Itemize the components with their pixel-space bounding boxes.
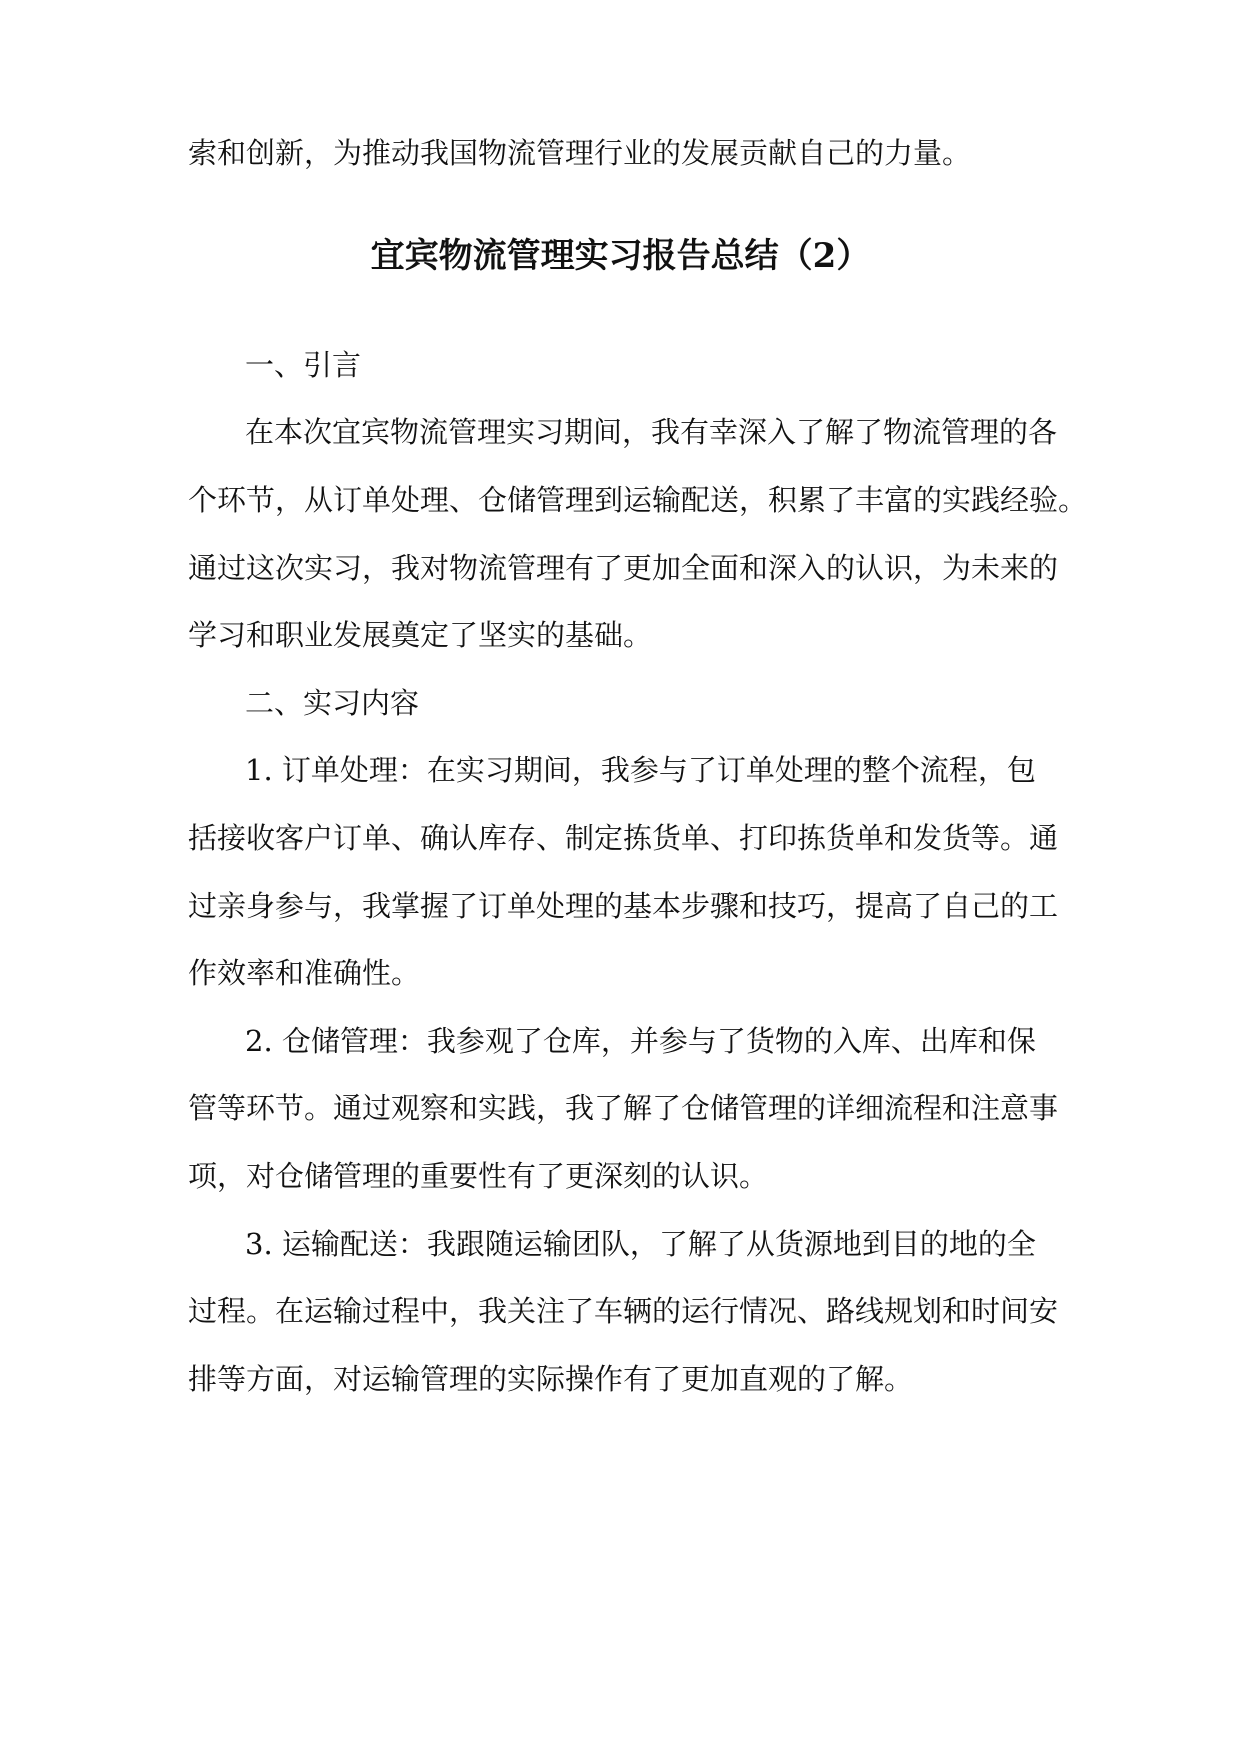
item-transport-line: 排等方面，对运输管理的实际操作有了更加直观的了解。 [188, 1362, 914, 1396]
item-order-line: 1. 订单处理：在实习期间，我参与了订单处理的整个流程，包 [245, 753, 1036, 787]
intro-line: 学习和职业发展奠定了坚实的基础。 [188, 618, 653, 652]
item-transport-line: 3. 运输配送：我跟随运输团队，了解了从货源地到目的地的全 [245, 1227, 1036, 1261]
carryover-paragraph: 索和创新，为推动我国物流管理行业的发展贡献自己的力量。 [188, 136, 972, 170]
item-warehouse-line: 项，对仓储管理的重要性有了更深刻的认识。 [188, 1159, 769, 1193]
item-order-line: 括接收客户订单、确认库存、制定拣货单、打印拣货单和发货等。通 [188, 821, 1059, 855]
intro-line: 在本次宜宾物流管理实习期间，我有幸深入了解了物流管理的各 [245, 415, 1058, 449]
item-order-line: 过亲身参与，我掌握了订单处理的基本步骤和技巧，提高了自己的工 [188, 889, 1059, 923]
intro-line: 个环节，从订单处理、仓储管理到运输配送，积累了丰富的实践经验。 [188, 483, 1088, 517]
section-heading-intro: 一、引言 [245, 348, 362, 382]
item-transport-line: 过程。在运输过程中，我关注了车辆的运行情况、路线规划和时间安 [188, 1294, 1059, 1328]
page-title: 宜宾物流管理实习报告总结（2） [370, 236, 871, 276]
item-warehouse-line: 管等环节。通过观察和实践，我了解了仓储管理的详细流程和注意事 [188, 1091, 1059, 1125]
item-warehouse-line: 2. 仓储管理：我参观了仓库，并参与了货物的入库、出库和保 [245, 1024, 1036, 1058]
section-heading-content: 二、实习内容 [245, 686, 420, 720]
item-order-line: 作效率和准确性。 [188, 956, 421, 990]
intro-line: 通过这次实习，我对物流管理有了更加全面和深入的认识，为未来的 [188, 551, 1059, 585]
